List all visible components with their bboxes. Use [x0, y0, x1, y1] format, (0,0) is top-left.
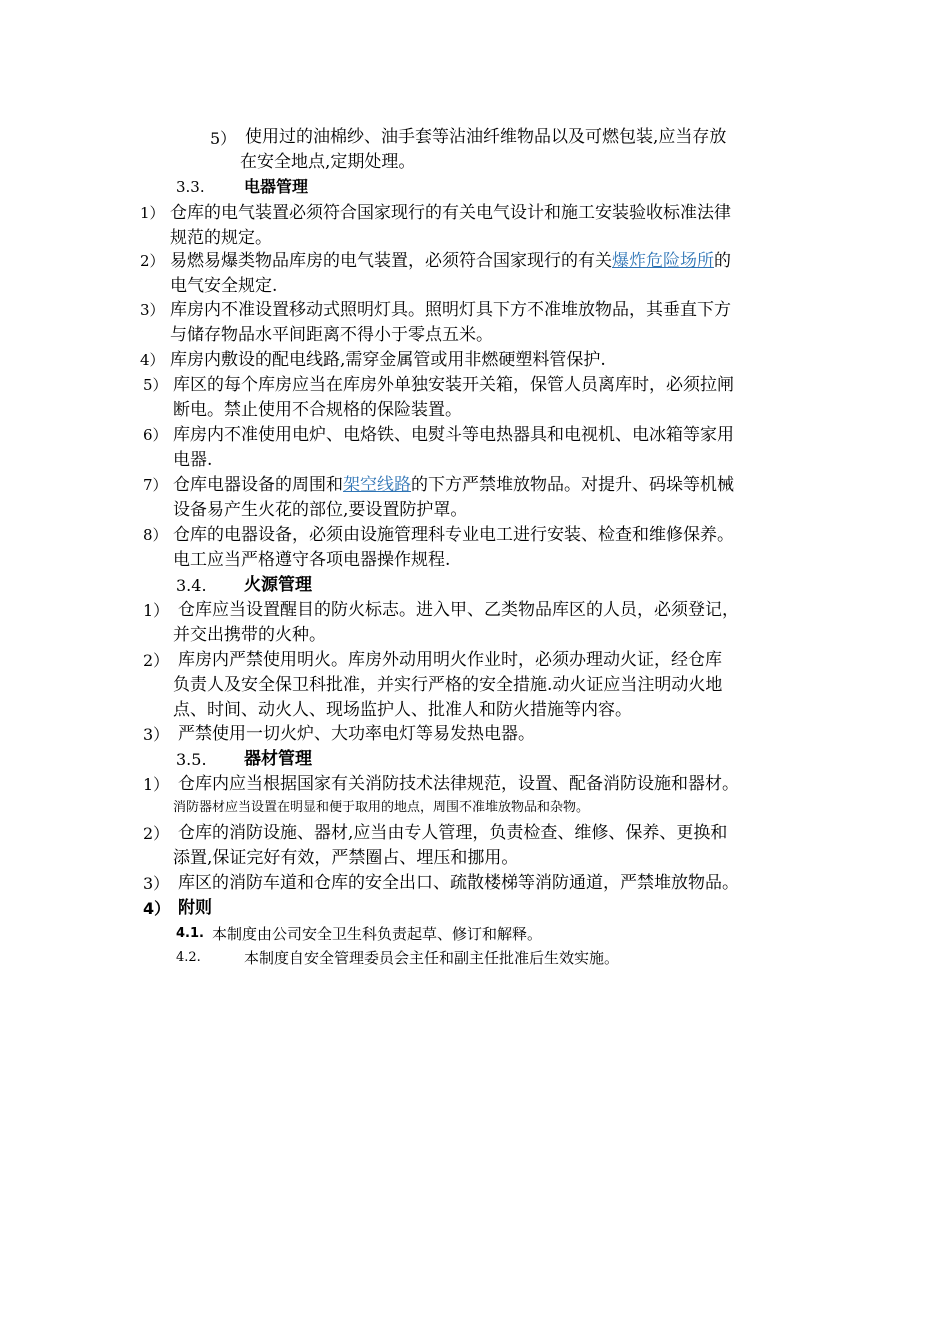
list-number: 3） [140, 301, 165, 319]
list-number: 3） [143, 874, 170, 893]
list-item-line: 电气安全规定. [170, 276, 278, 296]
list-number: 2） [143, 651, 170, 670]
list-item-line: 负责人及安全保卫科批准，并实行严格的安全措施.动火证应当注明动火地 [173, 675, 723, 695]
section-title: 器材管理 [244, 749, 312, 769]
list-item-line: 仓库应当设置醒目的防火标志。进入甲、乙类物品库区的人员，必须登记， [178, 600, 739, 620]
list-item-text [173, 373, 734, 423]
list-number: 3） [143, 725, 170, 744]
list-number: 4.1. [176, 926, 204, 941]
list-number: 6） [143, 426, 168, 444]
list-item-text [173, 648, 723, 723]
list-item-line: 仓库内应当根据国家有关消防技术法律规范，设置、配备消防设施和器材。 [178, 774, 739, 794]
section-number: 3.4. [176, 576, 207, 595]
list-item-text [173, 821, 728, 871]
list-item-line: 库区的每个库房应当在库房外单独安装开关箱，保管人员离库时，必须拉闸 [173, 375, 734, 395]
list-item-line [173, 473, 734, 498]
list-item-text [173, 473, 734, 523]
list-item-line: 设备易产生火花的部位,要设置防护罩。 [173, 500, 468, 520]
list-item-line: 电器. [173, 450, 213, 470]
list-item-text [173, 423, 734, 473]
list-item-line: 严禁使用一切火炉、大功率电灯等易发热电器。 [178, 724, 535, 744]
list-item-line: 电工应当严格遵守各项电器操作规程. [173, 550, 451, 570]
list-number: 5） [143, 376, 168, 394]
list-item-text [178, 722, 535, 747]
text-span: 仓库电器设备的周围和 [173, 475, 343, 495]
list-item-line: 库房内不准使用电炉、电烙铁、电熨斗等电热器具和电视机、电冰箱等家用 [173, 425, 734, 445]
list-item-line: 库区的消防车道和仓库的安全出口、疏散楼梯等消防通道，严禁堆放物品。 [178, 873, 739, 893]
hyperlink-explosion-hazard-area[interactable]: 爆炸危险场所 [612, 251, 714, 271]
text-span: 易燃易爆类物品库房的电气装置，必须符合国家现行的有关 [170, 251, 612, 271]
list-item-line: 在安全地点,定期处理。 [240, 152, 416, 172]
list-number: 7） [143, 476, 168, 494]
list-item-line: 消防器材应当设置在明显和便于取用的地点，周围不准堆放物品和杂物。 [173, 800, 590, 815]
section-number: 3.3. [176, 178, 205, 196]
list-item-line: 仓库的消防设施、器材,应当由专人管理，负责检查、维修、保养、更换和 [178, 823, 728, 843]
list-item-line: 并交出携带的火种。 [173, 625, 326, 645]
list-item-text [173, 523, 734, 573]
list-item-text [170, 201, 731, 251]
list-item-line: 与储存物品水平间距离不得小于零点五米。 [170, 325, 493, 345]
list-item-line: 断电。禁止使用不合规格的保险装置。 [173, 400, 462, 420]
list-number: 5） [210, 129, 237, 148]
list-item-line: 使用过的油棉纱、油手套等沾油纤维物品以及可燃包装,应当存放 [245, 127, 727, 147]
section-title: 附则 [178, 898, 212, 918]
list-item-line: 库房内不准设置移动式照明灯具。照明灯具下方不准堆放物品，其垂直下方 [170, 300, 731, 320]
list-number: 1） [143, 775, 170, 794]
list-item-text [240, 125, 727, 175]
list-item-text [170, 249, 731, 299]
list-item-line: 点、时间、动火人、现场监护人、批准人和防火措施等内容。 [173, 700, 632, 720]
list-number: 1） [143, 601, 170, 620]
list-item-line: 规范的规定。 [170, 228, 272, 248]
section-title: 电器管理 [244, 177, 309, 196]
text-span: 的下方严禁堆放物品。对提升、码垛等机械 [411, 475, 734, 495]
list-item-text [170, 348, 606, 373]
section-title: 火源管理 [244, 575, 312, 595]
text-span: 的 [714, 251, 731, 271]
list-number: 2） [140, 252, 165, 270]
list-item-line: 仓库的电气装置必须符合国家现行的有关电气设计和施工安装验收标准法律 [170, 203, 731, 223]
list-item-text: 本制度自安全管理委员会主任和副主任批准后生效实施。 [244, 949, 620, 967]
list-item-text [178, 871, 739, 896]
list-number: 1） [140, 204, 165, 222]
list-item-line: 仓库的电器设备，必须由设施管理科专业电工进行安装、检查和维修保养。 [173, 525, 734, 545]
list-item-line: 添置,保证完好有效，严禁圈占、埋压和挪用。 [173, 848, 519, 868]
list-item-line: 库房内敷设的配电线路,需穿金属管或用非燃硬塑料管保护. [170, 350, 606, 370]
list-item-line [170, 249, 731, 274]
list-item-text: 本制度由公司安全卫生科负责起草、修订和解释。 [212, 925, 543, 943]
list-item-text [173, 598, 739, 648]
list-number: 4） [140, 351, 165, 369]
list-number: 8） [143, 526, 168, 544]
section-number: 4） [143, 899, 171, 918]
list-item-text [173, 772, 739, 819]
list-item-line: 库房内严禁使用明火。库房外动用明火作业时，必须办理动火证，经仓库 [178, 650, 722, 670]
hyperlink-overhead-line[interactable]: 架空线路 [343, 475, 411, 495]
list-number: 2） [143, 824, 170, 843]
list-number: 4.2. [176, 950, 201, 965]
section-number: 3.5. [176, 750, 207, 769]
list-item-text [170, 298, 731, 348]
